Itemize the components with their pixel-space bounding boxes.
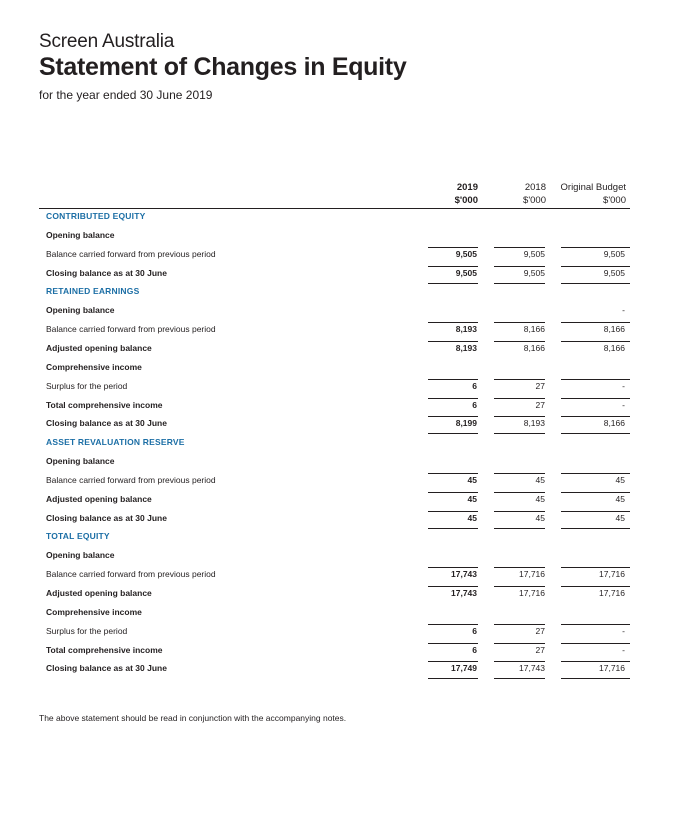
table-row (39, 283, 630, 302)
row-label: Closing balance as at 30 June (46, 663, 167, 673)
row-value: 8,166 (523, 343, 545, 353)
value-rule (561, 416, 630, 417)
value-rule (494, 416, 545, 417)
row-value: - (622, 645, 625, 655)
value-rule (428, 678, 478, 679)
row-value: 17,716 (519, 569, 545, 579)
value-rule (561, 586, 630, 587)
column-header-2019 (420, 181, 478, 207)
value-rule (561, 511, 630, 512)
value-rule (494, 473, 545, 474)
row-value: 8,166 (603, 418, 625, 428)
section-heading: ASSET REVALUATION RESERVE (46, 437, 185, 447)
table-row (39, 604, 630, 623)
row-value: 6 (472, 645, 477, 655)
table-row (39, 623, 630, 642)
row-value: 45 (467, 494, 477, 504)
value-rule (428, 247, 478, 248)
section-heading: RETAINED EARNINGS (46, 286, 140, 296)
value-rule (561, 567, 630, 568)
row-value: 8,193 (455, 343, 477, 353)
column-unit: $'000 (603, 195, 626, 206)
table-row (39, 208, 630, 227)
row-value: 17,716 (599, 588, 625, 598)
row-label: Total comprehensive income (46, 400, 163, 410)
value-rule (494, 678, 545, 679)
row-value: 17,716 (519, 588, 545, 598)
row-label: Closing balance as at 30 June (46, 513, 167, 523)
column-header-budget (556, 181, 626, 207)
value-rule (428, 492, 478, 493)
row-value: 8,166 (603, 343, 625, 353)
value-rule (494, 492, 545, 493)
table-row (39, 227, 630, 246)
table-row (39, 566, 630, 585)
value-rule (428, 567, 478, 568)
column-unit: $'000 (523, 195, 546, 206)
row-value: 9,505 (523, 249, 545, 259)
row-label: Closing balance as at 30 June (46, 268, 167, 278)
table-row (39, 246, 630, 265)
value-rule (494, 266, 545, 267)
row-value: 8,166 (603, 324, 625, 334)
value-rule (561, 492, 630, 493)
row-value: 17,716 (599, 569, 625, 579)
value-rule (428, 473, 478, 474)
table-row (39, 265, 630, 284)
page-title: Statement of Changes in Equity (39, 53, 407, 81)
row-label: Closing balance as at 30 June (46, 418, 167, 428)
value-rule (428, 624, 478, 625)
row-label: Surplus for the period (46, 626, 128, 636)
column-year: 2019 (456, 182, 478, 193)
value-rule (428, 322, 478, 323)
value-rule (561, 473, 630, 474)
row-value: - (622, 626, 625, 636)
table-row (39, 585, 630, 604)
value-rule (561, 379, 630, 380)
row-value: 6 (472, 626, 477, 636)
table-row (39, 472, 630, 491)
row-value: 27 (535, 645, 545, 655)
table-row (39, 642, 630, 661)
row-value: 8,199 (455, 418, 477, 428)
row-label: Total comprehensive income (46, 645, 163, 655)
table-row (39, 491, 630, 510)
row-value: - (622, 305, 625, 315)
row-value: 45 (535, 513, 545, 523)
value-rule (561, 322, 630, 323)
row-label: Opening balance (46, 305, 115, 315)
value-rule (428, 661, 478, 662)
row-label: Opening balance (46, 230, 115, 240)
value-rule (561, 398, 630, 399)
column-unit: $'000 (454, 195, 478, 206)
page-subtitle: for the year ended 30 June 2019 (39, 88, 213, 102)
section-heading: CONTRIBUTED EQUITY (46, 211, 146, 221)
row-label: Balance carried forward from previous period (46, 249, 216, 259)
row-value: 9,505 (455, 268, 477, 278)
value-rule (494, 322, 545, 323)
row-value: 45 (535, 475, 545, 485)
table-row (39, 453, 630, 472)
row-label: Adjusted opening balance (46, 494, 152, 504)
row-label: Balance carried forward from previous period (46, 475, 216, 485)
row-value: 9,505 (603, 268, 625, 278)
row-value: 27 (535, 400, 545, 410)
row-label: Comprehensive income (46, 362, 142, 372)
table-row (39, 359, 630, 378)
row-value: 17,749 (451, 663, 477, 673)
value-rule (428, 398, 478, 399)
table-row (39, 302, 630, 321)
row-value: 9,505 (603, 249, 625, 259)
value-rule (494, 511, 545, 512)
value-rule (428, 643, 478, 644)
row-value: - (622, 381, 625, 391)
value-rule (561, 247, 630, 248)
row-label: Opening balance (46, 550, 115, 560)
value-rule (428, 511, 478, 512)
value-rule (561, 341, 630, 342)
row-value: 8,193 (455, 324, 477, 334)
row-value: 17,743 (451, 588, 477, 598)
row-label: Surplus for the period (46, 381, 128, 391)
row-value: 17,716 (599, 663, 625, 673)
value-rule (561, 266, 630, 267)
row-label: Adjusted opening balance (46, 343, 152, 353)
row-value: 45 (615, 475, 625, 485)
value-rule (494, 567, 545, 568)
row-value: - (622, 400, 625, 410)
value-rule (494, 341, 545, 342)
org-name: Screen Australia (39, 31, 175, 52)
value-rule (428, 416, 478, 417)
value-rule (428, 266, 478, 267)
row-value: 6 (472, 381, 477, 391)
value-rule (494, 247, 545, 248)
row-value: 9,505 (523, 268, 545, 278)
row-value: 8,193 (523, 418, 545, 428)
table-row (39, 378, 630, 397)
value-rule (561, 661, 630, 662)
value-rule (494, 379, 545, 380)
value-rule (561, 624, 630, 625)
table-row (39, 434, 630, 453)
row-label: Adjusted opening balance (46, 588, 152, 598)
table-row (39, 547, 630, 566)
row-value: 17,743 (451, 569, 477, 579)
value-rule (561, 678, 630, 679)
row-value: 27 (535, 381, 545, 391)
table-row (39, 321, 630, 340)
row-value: 8,166 (523, 324, 545, 334)
row-value: 6 (472, 400, 477, 410)
value-rule (428, 379, 478, 380)
row-value: 45 (615, 494, 625, 504)
row-label: Comprehensive income (46, 607, 142, 617)
row-value: 9,505 (455, 249, 477, 259)
value-rule (494, 643, 545, 644)
table-row (39, 397, 630, 416)
row-value: 45 (615, 513, 625, 523)
value-rule (561, 643, 630, 644)
footnote: The above statement should be read in conjunction with the accompanying notes. (39, 713, 347, 723)
column-year: 2018 (524, 182, 546, 193)
row-label: Balance carried forward from previous period (46, 569, 216, 579)
column-year: Original Budget (560, 182, 626, 193)
table-row (39, 660, 630, 679)
column-header-2018 (490, 181, 546, 207)
value-rule (428, 586, 478, 587)
table-row (39, 340, 630, 359)
row-value: 45 (535, 494, 545, 504)
value-rule (428, 341, 478, 342)
row-label: Opening balance (46, 456, 115, 466)
table-row (39, 528, 630, 547)
value-rule (494, 661, 545, 662)
row-value: 45 (467, 513, 477, 523)
row-value: 27 (535, 626, 545, 636)
value-rule (494, 586, 545, 587)
table-row (39, 510, 630, 529)
row-label: Balance carried forward from previous period (46, 324, 216, 334)
row-value: 17,743 (519, 663, 545, 673)
table-row (39, 415, 630, 434)
value-rule (494, 624, 545, 625)
value-rule (494, 398, 545, 399)
row-value: 45 (467, 475, 477, 485)
section-heading: TOTAL EQUITY (46, 531, 110, 541)
